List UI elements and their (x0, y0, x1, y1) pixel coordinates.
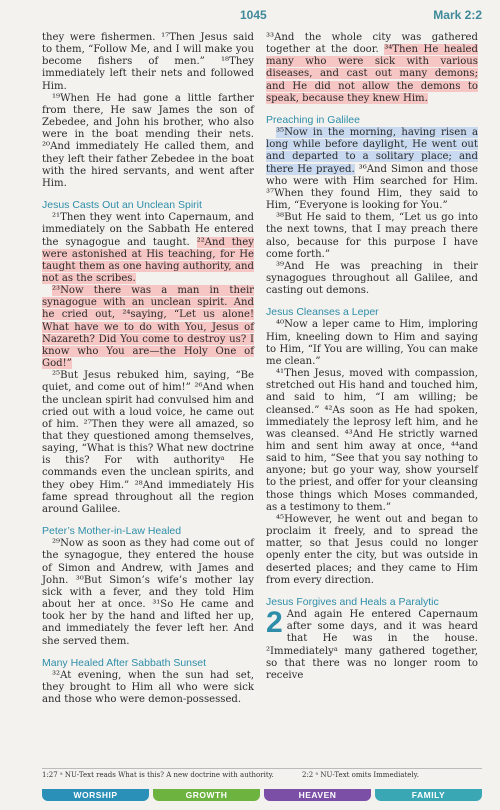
verse-paragraph: ³²At evening, when the sun had set, they brought to Him all who were sick and those who were demon-possessed. (42, 669, 254, 706)
tab-family[interactable]: FAMILY (375, 789, 482, 801)
highlighted-verse: ³⁴Then He healed many who were sick with various diseases, and cast out many demons; and He did not allow the demons to speak, because they knew Him. (266, 44, 478, 104)
footnotes (42, 771, 482, 779)
verse-paragraph (266, 127, 478, 212)
highlighted-verse: ²²And they were astonished at His teaching, for He taught them as one having authority, and not as the scribes. (42, 236, 254, 284)
section-heading: Many Healed After Sabbath Sunset (42, 656, 207, 669)
footnote-divider (42, 768, 482, 769)
verse-paragraph: ¹⁹When He had gone a little farther from there, He saw James the son of Zebedee, and John his brother, who also were in the boat mending their nets. ²⁰And immediately He called them, and they left their father Zebedee in the boat with the hired servants, and went after Him. (42, 92, 254, 189)
verse-paragraph (42, 212, 254, 285)
tab-heaven[interactable]: HEAVEN (264, 789, 371, 801)
footnote-1: 1:27 ᵃ NU-Text reads What is this? A new doctrine with authority. (42, 771, 274, 779)
page-header (40, 6, 482, 28)
verse-text: And again He entered Capernaum after some days, and it was heard that He was in the house. ²Immediately (266, 609, 478, 657)
verse-paragraph (266, 32, 478, 105)
right-column (266, 32, 478, 682)
verse-paragraph: they were fishermen. ¹⁷Then Jesus said to them, “Follow Me, and I will make you become fishers of men.” ¹⁸They immediately left their nets and followed Him. (42, 32, 254, 92)
left-column (42, 32, 254, 706)
verse-text: He commands even the unclean spirits, and they obey Him.” ²⁸And immediately His fame spread throughout all the region around Galilee. (42, 455, 254, 515)
chapter-dropcap: 2 (266, 606, 283, 640)
verse-paragraph: ²⁹Now as soon as they had come out of the synagogue, they entered the house of Simon and Andrew, with James and John. ³⁰But Simon’s wife’s mother lay sick with a fever, and they told Him about her at once. ³¹So He came and took her by the hand and lifted her up, and immediately the fever left her. And she served them. (42, 538, 254, 647)
tab-worship[interactable]: WORSHIP (42, 789, 149, 801)
section-heading: Peter’s Mother-in-Law Healed (42, 525, 182, 538)
verse-text: many gathered together, so that there was no longer room to receive (266, 645, 478, 681)
tab-growth[interactable]: GROWTH (153, 789, 260, 801)
verse-text: ²⁵But Jesus rebuked him, saying, “Be quiet, and come out of him!” ²⁶And when the unclean spirit had convulsed him and cried out with a loud voice, he came out of him. ²⁷Then they were all amazed, so that they questioned among themselves, saying, “What is this? What new doctrine is this? For with authority (42, 370, 254, 467)
verse-text: ³³And the whole city was gathered together at the door. (266, 32, 478, 56)
page-number: 1045 (240, 8, 267, 22)
verse-text: ²¹Then they went into Capernaum, and immediately on the Sabbath He entered the synagogue and taught. (42, 212, 254, 248)
verse-paragraph: ⁴⁰Now a leper came to Him, imploring Him, kneeling down to Him and saying to Him, “If You are willing, You can make me clean.” (266, 319, 478, 367)
section-heading: Jesus Casts Out an Unclean Spirit (42, 199, 202, 212)
verse-paragraph (42, 370, 254, 516)
footnote-marker[interactable]: a (333, 644, 338, 653)
verse-text: ³⁶And Simon and those who were with Him searched for Him. ³⁷When they found Him, they said to Him, “Everyone is looking for You.” (266, 163, 478, 212)
section-heading: Preaching in Galilee (266, 113, 360, 126)
footnote-marker[interactable]: a (220, 454, 225, 463)
chapter-reference: Mark 2:2 (433, 8, 482, 22)
section-heading: Jesus Cleanses a Leper (266, 306, 379, 319)
verse-paragraph: ³⁹And He was preaching in their synagogues throughout all Galilee, and casting out demons. (266, 260, 478, 297)
footnote-2: 2:2 ᵃ NU-Text omits Immediately. (302, 771, 419, 779)
highlighted-verse: ³⁵Now in the morning, having risen a long while before daylight, He went out and departed to a solitary place; and there He prayed. (266, 127, 478, 175)
verse-paragraph (42, 285, 254, 370)
verse-paragraph: ⁴⁵However, he went out and began to proclaim it freely, and to spread the matter, so that Jesus could no longer openly enter the city, but was outside in deserted places; and they came to Him from every direction. (266, 513, 478, 586)
verse-paragraph: ³⁸But He said to them, “Let us go into the next towns, that I may preach there also, because for this purpose I have come forth.” (266, 212, 478, 260)
verse-paragraph (266, 606, 478, 682)
topic-tabs (42, 789, 482, 801)
highlighted-verse: ²³Now there was a man in their synagogue with an unclean spirit. And he cried out, ²⁴saying, “Let us alone! What have we to do with You, Jesus of Nazareth? Did You come to destroy us? I know who You are—the Holy One of God!” (42, 285, 254, 370)
verse-paragraph: ⁴¹Then Jesus, moved with compassion, stretched out His hand and touched him, and said to him, “I am willing; be cleansed.” ⁴²As soon as He had spoken, immediately the leprosy left him, and he was cleansed. ⁴³And He strictly warned him and sent him away at once, ⁴⁴and said to him, “See that you say nothing to anyone; but go your way, show yourself to the priest, and offer for your cleansing those things which Moses commanded, as a testimony to them.” (266, 368, 478, 513)
section-heading: Jesus Forgives and Heals a Paralytic (266, 595, 439, 608)
